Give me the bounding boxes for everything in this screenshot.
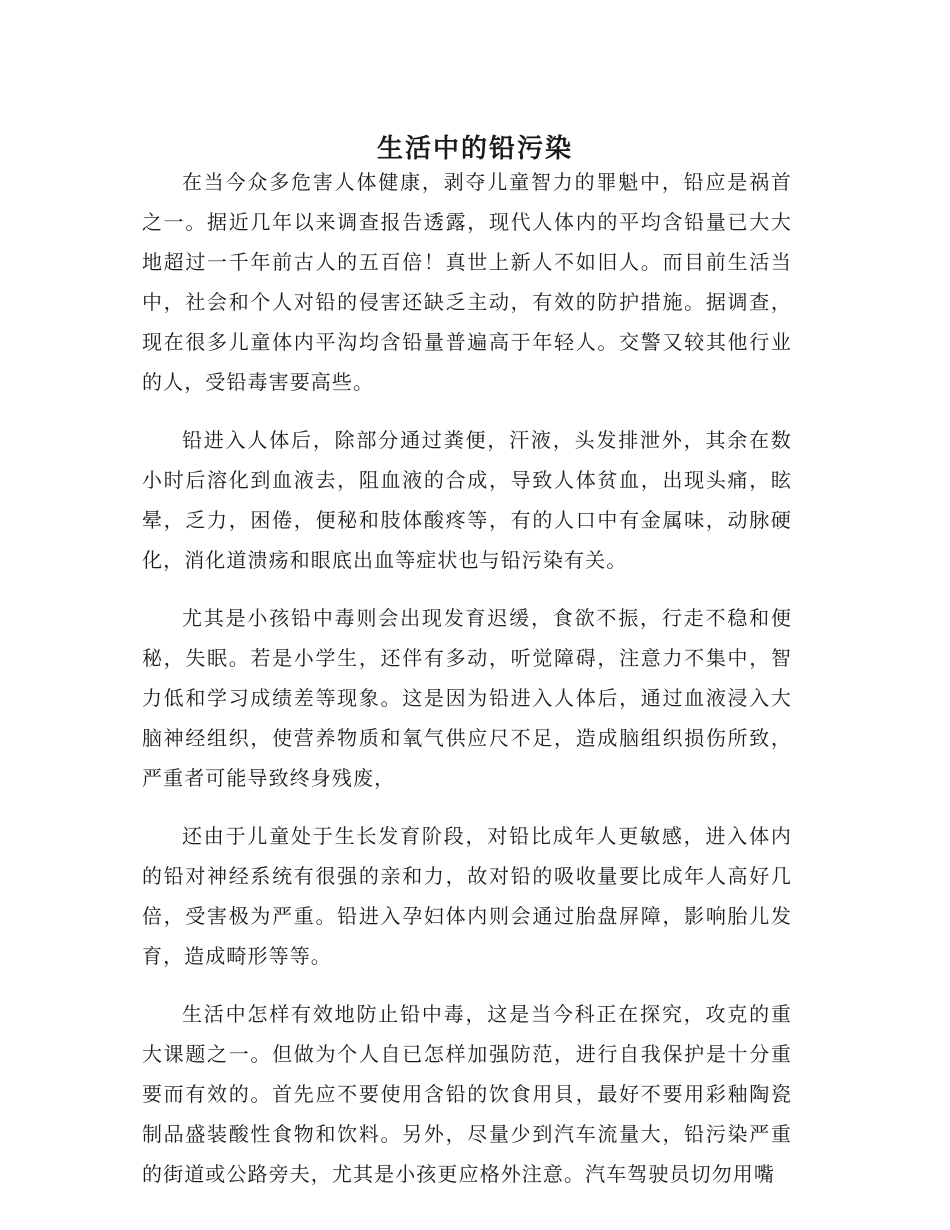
paragraph-2: 铅进入人体后，除部分通过粪便，汗液，头发排泄外，其余在数小时后溶化到血液去，阻血液的合成，导致人体贫血，出现头痛，眩晕，乏力，困倦，便秘和肢体酸疼等，有的人口中有金属味，动脉硬化，消化道溃疡和眼底出血等症状也与铅污染有关。 [142, 428, 792, 572]
paragraph-5: 生活中怎样有效地防止铅中毒，这是当今科正在探究，攻克的重大课题之一。但做为个人自已怎样加强防范，进行自我保护是十分重要而有效的。首先应不要使用含铅的饮食用貝，最好不要用彩釉陶瓷制品盛装酸性食物和饮料。另外，尽量少到汽车流量大，铅污染严重的街道或公路旁夫，尤其是小孩更应格外注意。汽车驾驶员切勿用嘴 [142, 1002, 792, 1186]
document-title: 生活中的铅污染 [376, 134, 573, 165]
paragraph-4: 还由于儿童处于生长发育阶段，对铅比成年人更敏感，进入体内的铅对神经系统有很强的亲和力，故对铅的吸收量要比成年人高好几倍，受害极为严重。铅进入孕妇体内则会通过胎盘屏障，影响胎儿发育，造成畸形等等。 [142, 824, 792, 968]
document-body [142, 162, 792, 1212]
paragraph-1: 在当今众多危害人体健康，剥夺儿童智力的罪魁中，铅应是祸首之一。据近几年以来调查报告透露，现代人体内的平均含铅量已大大地超过一千年前古人的五百倍！真世上新人不如旧人。而目前生活当中，社会和个人对铅的侵害还缺乏主动，有效的防护措施。据调查，现在很多儿童体内平沟均含铅量普遍高于年轻人。交警又较其他行业的人，受铅毒害要高些。 [142, 170, 792, 394]
paragraph-3: 尤其是小孩铅中毒则会出现发育迟缓，食欲不振，行走不稳和便秘，失眠。若是小学生，还伴有多动，听觉障碍，注意力不集中，智力低和学习成绩差等现象。这是因为铅进入人体后，通过血液浸入大脑神经组织，使营养物质和氧气供应尺不足，造成脑组织损伤所致，严重者可能导致终身残废， [142, 606, 792, 790]
